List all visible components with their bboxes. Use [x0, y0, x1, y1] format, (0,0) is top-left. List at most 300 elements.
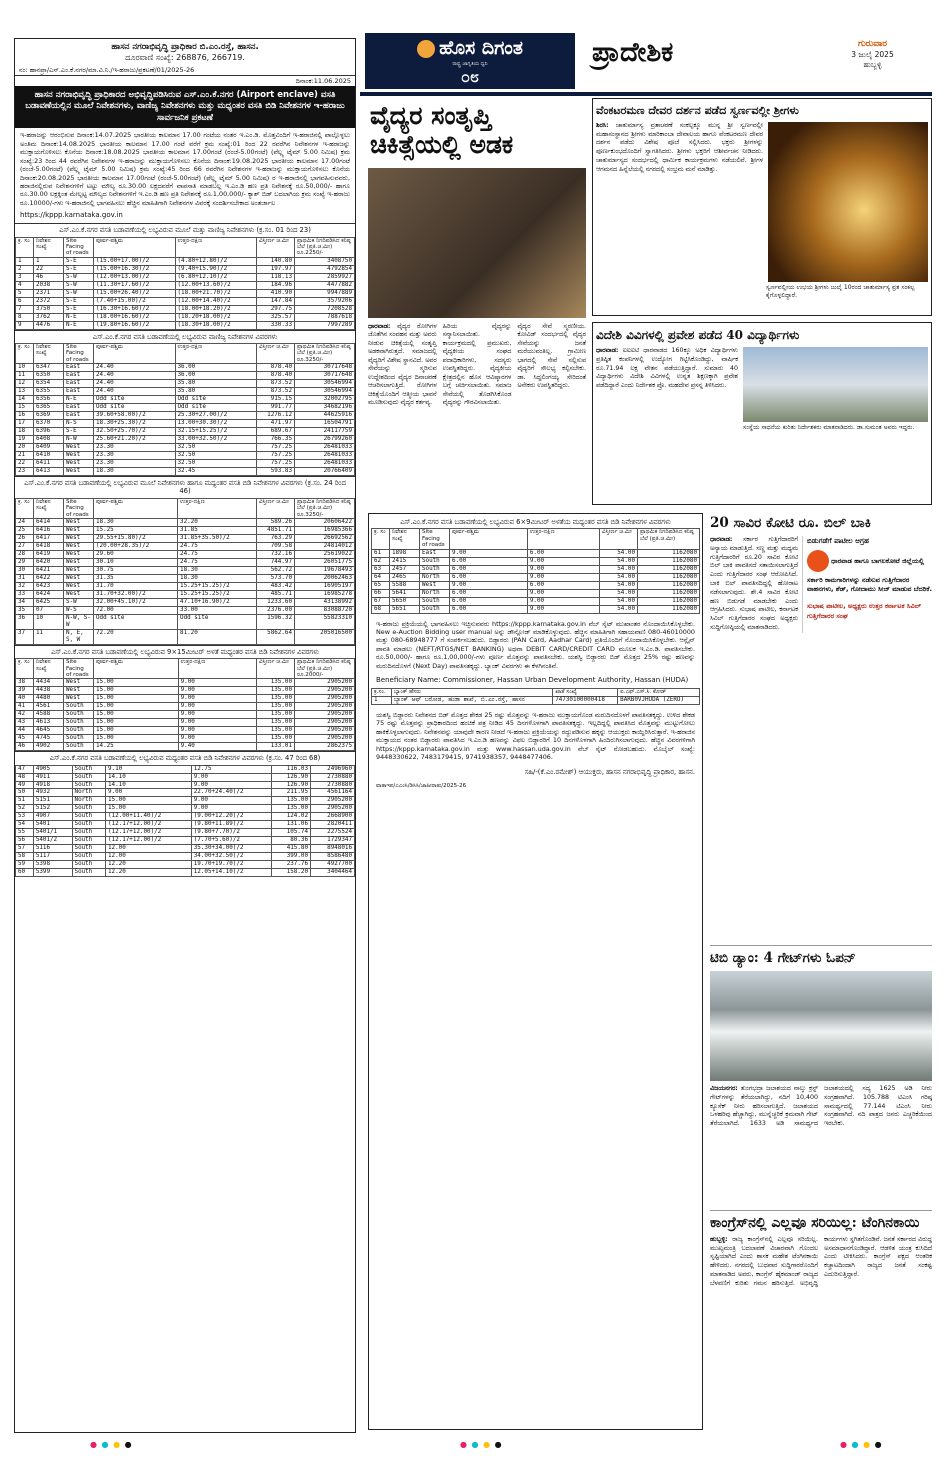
- table-cell: 915.15: [257, 396, 295, 404]
- table-cell: 184.96: [257, 281, 295, 289]
- table-cell: 15.00: [94, 735, 179, 743]
- table-cell: 6356: [34, 396, 64, 404]
- notice-ref: ನಂ: ಹಾನಪ್ರಾ/ಎಸ್.ಎಂ.ಕೆ.ನಗರ/ಮಾ.ವಿ.ನಿ./ಇ-ಹರಾಜು/ಪ್ರಕಟಣೆ/01/2025-26: [19, 65, 195, 74]
- table2-caption: ಎಸ್.ಎಂ.ಕೆ.ನಗರ ವಸತಿ ಬಡಾವಣೆಯಲ್ಲಿ ಲಭ್ಯವಿರುವ ವಾಣಿಜ್ಯ ನಿವೇಶನಗಳ ವಿವರಗಳು: [15, 330, 355, 343]
- story-congress: [710, 1210, 932, 1430]
- table-row: [16, 527, 355, 535]
- table-cell: (18.00+21.70)/2: [175, 289, 257, 297]
- table-cell: 4905: [33, 765, 72, 773]
- table-cell: 135.00: [272, 797, 311, 805]
- table-cell: 4902: [34, 743, 64, 751]
- table-cell: 1233.60: [257, 598, 295, 606]
- table-cell: 55823310: [295, 614, 355, 629]
- table-cell: (9.00+12.20)/2: [191, 813, 272, 821]
- col-sl: ಕ್ರ. ಸಂ: [16, 237, 34, 257]
- table-cell: 5651: [390, 605, 420, 613]
- table-cell: 116.03: [272, 765, 311, 773]
- table-cell: 6.00: [450, 565, 528, 573]
- table-cell: 6409: [34, 444, 64, 452]
- table-cell: 34.00+32.50)/2: [191, 853, 272, 861]
- story-swarnavalli-text: ಚಾತುರ್ಮಾಸ್ಯ ವ್ರತಾಚರಣೆ ಸಂಕಲ್ಪಕ್ಕೂ ಮುನ್ನ ಶ್ರೀ ಸ್ವರ್ಣವಲ್ಲೀ ಮಹಾಸಂಸ್ಥಾನದ ಶ್ರೀಗಳು ಮಾರಿಕಾಂಬಾ ದೇವಾಲಯ ಹಾಗೂ ವೆಂಕಟರಮಣ ದೇವರ ದರ್ಶನ ಪಡೆದು ವಿಶೇಷ ಪೂಜೆ ಸಲ್ಲಿಸಿದರು. ಭಕ್ತರು ಶ್ರೀಗಳನ್ನು ಪೂರ್ಣಕುಂಭದೊಂದಿಗೆ ಸ್ವಾಗತಿಸಿದರು. ಶ್ರೀಗಳು ಭಕ್ತರಿಗೆ ಆಶೀರ್ವಚನ ನೀಡಿದರು. ಚಾತುರ್ಮಾಸ್ಯದ ಸಂದರ್ಭದಲ್ಲಿ ಧಾರ್ಮಿಕ ಕಾರ್ಯಕ್ರಮಗಳು ನಡೆಯಲಿವೆ. ಶ್ರೀಗಳ ಆಗಮನದ ಹಿನ್ನೆಲೆಯಲ್ಲಿ ನಗರದಲ್ಲಿ ಸಂಭ್ರಮ ಮನೆ ಮಾಡಿತ್ತು.: [596, 121, 763, 173]
- table-cell: 47: [16, 765, 34, 773]
- table-cell: 4927700: [311, 861, 355, 869]
- table-cell: 30717648: [295, 372, 355, 380]
- table-cell: 26481033: [295, 451, 355, 459]
- table-cell: 65: [372, 581, 390, 589]
- highlight-head: ಬಿಡುಗಡೆಗೆ ಪಾಟೀಲ ಆಗ್ರಹ: [807, 535, 870, 545]
- table-cell: 766.35: [257, 436, 295, 444]
- table1-body: [16, 257, 355, 329]
- table-row: [16, 614, 355, 629]
- table-cell: 6423: [34, 582, 64, 590]
- table-cell: South: [420, 605, 450, 613]
- table-row: [372, 581, 700, 589]
- table-cell: 3750: [34, 305, 64, 313]
- table-cell: 22: [34, 265, 64, 273]
- table-cell: 6.00: [450, 557, 528, 565]
- notice-ref-row: [15, 65, 355, 76]
- table-cell: 56: [16, 837, 34, 845]
- table-cell: 9.00: [527, 557, 599, 565]
- table-cell: S-W: [64, 598, 94, 606]
- table-cell: 6.00: [450, 589, 528, 597]
- table-cell: 330.33: [257, 321, 295, 329]
- table-cell: West: [64, 519, 94, 527]
- table-row: [16, 265, 355, 273]
- table-row: [16, 551, 355, 559]
- table-row: [16, 687, 355, 695]
- table-cell: 22.70+24.40)/2: [191, 789, 272, 797]
- table-cell: East: [64, 388, 94, 396]
- table-row: [16, 781, 355, 789]
- beneficiary-name: Beneficiary Name: Commissioner, Hassan Urban Development Authority, Hassan (HUDA): [376, 676, 689, 685]
- table-cell: 8586480: [311, 853, 355, 861]
- table-cell: 6: [16, 297, 34, 305]
- table-cell: 147.84: [257, 297, 295, 305]
- table-cell: (18.00+18.20)/2: [175, 305, 257, 313]
- table-cell: 2905200: [295, 703, 355, 711]
- table-row: [16, 679, 355, 687]
- table-cell: 6.00: [527, 549, 599, 557]
- table-cell: 471.97: [257, 420, 295, 428]
- table-cell: 593.83: [257, 467, 295, 475]
- table-row: [16, 566, 355, 574]
- table-cell: 5399: [33, 869, 72, 877]
- table-cell: 16905197: [295, 582, 355, 590]
- table-cell: 158.20: [272, 869, 311, 877]
- table-row: [16, 451, 355, 459]
- table-row: [16, 853, 355, 861]
- table-cell: 18.30+25.30)/2: [94, 420, 176, 428]
- table-cell: 24.40: [94, 372, 176, 380]
- table-cell: 9.00: [178, 735, 256, 743]
- table-cell: 22: [16, 459, 34, 467]
- notice-terms-2: ಯಶಸ್ವಿ ಬಿಡ್ದಾರರು ನಿವೇಶನದ ಬಿಡ್ ಮೊತ್ತದ ಶೇಕಡ 25 ರಷ್ಟು ಮೊತ್ತವನ್ನು ಇ-ಹರಾಜು ಮುಕ್ತಾಯಗೊಂಡ ಮರುದಿನದೊಳಗೆ ಪಾವತಿಸತಕ್ಕದ್ದು. ಉಳಿದ ಶೇಕಡ 75 ರಷ್ಟು ಮೊತ್ತವನ್ನು ಪ್ರಾಧಿಕಾರದಿಂದ ಹಂಚಿಕೆ ಪತ್ರ ನೀಡಿದ 45 ದಿನಗಳೊಳಗಾಗಿ ಪಾವತಿಸತಕ್ಕದ್ದು. ಇಲ್ಲದಿದ್ದಲ್ಲಿ ಪಾವತಿಸಿದ ಮೊತ್ತವನ್ನು ಮುಟ್ಟುಗೋಲು ಹಾಕಿಕೊಳ್ಳಲಾಗುವುದು. ನಿವೇಶನವನ್ನು ಯಾವುದೇ ಕಾರಣ ನೀಡದೆ ಇ-ಹರಾಜು ಪ್ರಕ್ರಿಯೆಯನ್ನು ರದ್ದುಪಡಿಸುವ ಹಕ್ಕನ್ನು ಆಯುಕ್ತರು ಕಾಯ್ದಿರಿಸಿರುತ್ತಾರೆ. ಇ-ಹರಾಜಿನ ಮುಕ್ತಾಯದ ನಂತರ ಬಿಡ್ದಾರರು ಪಾವತಿಸಿದ ಇ.ಎಂ.ಡಿ ಹಣವನ್ನು ವಿಫಲ ಬಿಡ್ದಾರರಿಗೆ 10 ದಿನಗಳೊಳಗಾಗಿ ಹಿಂದಿರುಗಿಸಲಾಗುವುದು. ಹೆಚ್ಚಿನ ವಿವರಗಳಿಗಾಗಿ https://kppp.karnataka.gov.in ಮತ್ತು www.hassan.uda.gov.in ವೆಬ್ ಸೈಟ್ ನೋಡಬಹುದು. ಮೊಬೈಲ್ ಸಂಖ್ಯೆ: 9448330622, 7483179415, 9741938357, 9448477406.: [376, 710, 695, 762]
- table-cell: 17: [16, 420, 34, 428]
- table-cell: 9.00: [178, 727, 256, 735]
- table-cell: S-E: [64, 257, 94, 265]
- table-cell: 415.80: [272, 845, 311, 853]
- table1-caption: ಎಸ್.ಎಂ.ಕೆ.ನಗರ ವಸತಿ ಬಡಾವಣೆಯಲ್ಲಿ ಲಭ್ಯವಿರುವ ಮೂಲೆ ಮತ್ತು ವಾಣಿಜ್ಯ ನಿವೇಶನಗಳು (ಕ್ರ.ಸಂ. 01 ರಿಂದ 23): [15, 223, 355, 236]
- table-cell: 15.00: [94, 695, 179, 703]
- table-cell: 10: [16, 364, 34, 372]
- notice-code: ವಾತಾಇಪ/ಎಎಂಸಿ/ಡಿಸಿಸಿ/ಜಾಹೀರಾತು/2025-26: [376, 782, 467, 789]
- table-cell: 23: [16, 467, 34, 475]
- story-bill-dues-dateline: ಧಾರವಾಡ:: [710, 535, 733, 543]
- table-cell: 15.00: [94, 687, 179, 695]
- table-cell: West: [64, 527, 94, 535]
- table-cell: 589.26: [257, 519, 295, 527]
- table-cell: 4613: [34, 719, 64, 727]
- table-cell: 15.00: [94, 727, 179, 735]
- table-cell: 54.00: [600, 581, 638, 589]
- location-pin-icon: [807, 550, 829, 572]
- col-price-label: ಪ್ರಾಥಮಿಕ ನಿಗದಿಪಡಿಸಿದ ಕನಿಷ್ಠ ಬೆಲೆ (ಪ್ರತಿ.ಚ.ಮೀ): [297, 344, 351, 357]
- table-cell: 757.25: [257, 451, 295, 459]
- table-row: [16, 629, 355, 644]
- table-row: [16, 845, 355, 853]
- table-cell: 13: [16, 388, 34, 396]
- table-cell: (16.30+16.60)/2: [94, 305, 176, 313]
- table-cell: 9: [16, 321, 34, 329]
- bank-header-row: [372, 689, 700, 696]
- table-cell: 991.77: [257, 404, 295, 412]
- table-cell: 9.00: [191, 773, 272, 781]
- table-cell: 68: [372, 605, 390, 613]
- table-cell: 44: [16, 727, 34, 735]
- story-iiit-caption: ಸಂಸ್ಥೆಯ ಸಾಧನೆಯ ಕುರಿತು ನಿರ್ದೇಶಕರು ಮಾತನಾಡಿದರು. ಡಾ.ಸುಮಂತ ಅವರು ಇದ್ದರು.: [743, 424, 915, 431]
- table-cell: 18.30: [178, 566, 257, 574]
- table-cell: 140.80: [257, 257, 295, 265]
- story-doctors-col3: [517, 323, 586, 408]
- table-cell: 573.70: [257, 574, 295, 582]
- table-cell: South: [72, 773, 105, 781]
- table-cell: (18.30+18.00)/2: [175, 321, 257, 329]
- table-row: [16, 765, 355, 773]
- table-cell: 19678493: [295, 566, 355, 574]
- table-cell: 135.00: [257, 735, 295, 743]
- table-cell: N, E, S, W: [64, 629, 94, 644]
- table-cell: 24: [16, 519, 34, 527]
- table-cell: 5398: [33, 861, 72, 869]
- table-cell: (11.30+17.60)/2: [94, 281, 176, 289]
- table-row: [16, 606, 355, 614]
- table-cell: 9.00: [450, 581, 528, 589]
- col-no: ನಿವೇಶನ ಸಂಖ್ಯೆ: [34, 498, 64, 518]
- table-cell: S-W: [64, 289, 94, 297]
- table-cell: (18.20+18.00)/2: [175, 313, 257, 321]
- table-cell: 32: [16, 582, 34, 590]
- table6-body: [372, 549, 700, 613]
- col-ew: ಪೂರ್ವ-ಪಶ್ಚಿಮ: [94, 659, 179, 679]
- table-cell: 9.00: [527, 605, 599, 613]
- table-cell: 6.00: [527, 581, 599, 589]
- table-cell: S-E: [64, 428, 94, 436]
- table-row: [16, 695, 355, 703]
- col-no: ನಿವೇಶನ ಸಂಖ್ಯೆ: [34, 237, 64, 257]
- table-cell: 5588: [390, 581, 420, 589]
- table-cell: 58: [16, 853, 34, 861]
- rate-1: ರೂ.2250/-: [297, 250, 324, 257]
- table-row: [16, 519, 355, 527]
- table-cell: 12.00: [106, 845, 192, 853]
- table-row: [16, 711, 355, 719]
- table-cell: 9.40: [178, 743, 256, 751]
- table-cell: West: [64, 582, 94, 590]
- table-cell: (12.17+12.00)/2: [106, 837, 192, 845]
- table-cell: 297.75: [257, 305, 295, 313]
- story-iiit-body: [596, 347, 738, 432]
- story-swarnavalli-caption: ಸ್ವರ್ಣವಲ್ಲೀಯ ಉಭಯ ಶ್ರೀಗಳು ಜುಲೈ 10ರಂದ ಚಾತುರ್ಮಾಸ್ಯ ವ್ರತ ಸಂಕಲ್ಪ ಕೈಗೊಳ್ಳಲಿದ್ದಾರೆ.: [766, 283, 915, 299]
- table-cell: West: [64, 535, 94, 543]
- col-ew: ಪೂರ್ವ-ಪಶ್ಚಿಮ: [94, 237, 176, 257]
- highlight-line1-row: [807, 550, 932, 572]
- section-title: ಪ್ರಾದೇಶಿಕ: [592, 37, 674, 68]
- table-cell: 21: [16, 451, 34, 459]
- table-cell: W-S: [64, 606, 94, 614]
- table-row: [16, 805, 355, 813]
- table-row: [16, 558, 355, 566]
- table-cell: 19.70+19.70)/2: [191, 861, 272, 869]
- story-bill-dues-text: ಸರ್ಕಾರ ಗುತ್ತಿಗೆದಾರರಿಗೆ ಅನ್ಯಾಯ ಮಾಡುತ್ತಿದೆ. ಸಣ್ಣ ಮತ್ತು ಮಧ್ಯಮ ಗುತ್ತಿಗೆದಾರರಿಗೆ ರೂ.20 ಸಾವಿರ ಕೋಟಿ ಬಿಲ್ ಬಾಕಿ ಪಾವತಿಸದೆ ಸತಾಯಿಸಲಾಗುತ್ತಿದೆ ಎಂದು ಗುತ್ತಿಗೆದಾರರ ಸಂಘ ಆರೋಪಿಸಿದೆ. ಬಾಕಿ ಬಿಲ್ ಪಾವತಿಸದಿದ್ದಲ್ಲಿ ಹೋರಾಟ ನಡೆಸಲಾಗುವುದು. ಶೇ.4 ಸಾವಿರ ಕೋಟಿ ಹಣ ಬಿಡುಗಡೆ ಮಾಡಬೇಕು ಎಂದು ಆಗ್ರಹಿಸಿದರು. ಸುಭಾಷ ಪಾಟೀಲ, ಕರ್ನಾಟಕ ಸಿವಿಲ್ ಗುತ್ತಿಗೆದಾರರ ಸಂಘದ ಅಧ್ಯಕ್ಷರು ಸುದ್ದಿಗೋಷ್ಠಿಯಲ್ಲಿ ಮಾತನಾಡಿದರು.: [710, 535, 798, 631]
- table-cell: 30.75: [94, 566, 178, 574]
- table-cell: 9.00: [191, 805, 272, 813]
- table-cell: 878.40: [257, 372, 295, 380]
- table-row: [16, 719, 355, 727]
- table-cell: West: [64, 566, 94, 574]
- table-cell: 18: [16, 428, 34, 436]
- table-cell: 48: [16, 773, 34, 781]
- table-cell: 1: [34, 257, 64, 265]
- table-cell: 24.75: [178, 543, 257, 551]
- table-cell: 67: [372, 597, 390, 605]
- table-row: [16, 467, 355, 475]
- story-iiit-headline: ವಿದೇಶಿ ವಿವಿಗಳಲ್ಲಿ ಪ್ರವೇಶ ಪಡೆದ 40 ವಿದ್ಯಾರ್ಥಿಗಳು: [596, 328, 800, 342]
- table-cell: 6355: [34, 388, 64, 396]
- table-cell: 4588: [34, 711, 64, 719]
- table-row: [16, 257, 355, 265]
- table-cell: 6350: [34, 372, 64, 380]
- table-cell: South: [64, 735, 94, 743]
- col-price: ಪ್ರಾಥಮಿಕ ನಿಗದಿಪಡಿಸಿದ ಕನಿಷ್ಠ ಬೆಲೆ (ಪ್ರತಿ.ಚ.ಮೀ): [638, 529, 700, 549]
- table-cell: 4477882: [295, 281, 355, 289]
- table-cell: 15.00: [94, 703, 179, 711]
- table-cell: East: [64, 404, 94, 412]
- table-cell: 2862375: [295, 743, 355, 751]
- table-cell: S-W: [64, 281, 94, 289]
- table-cell: 44625916: [295, 412, 355, 420]
- table-cell: 689.67: [257, 428, 295, 436]
- table6-caption: ಎಸ್.ಎಂ.ಕೆ.ನಗರ ವಸತಿ ಬಡಾವಣೆಯಲ್ಲಿ ಲಭ್ಯವಿರುವ 6×9ಮೀಟರ್ ಅಳತೆಯ ಮಧ್ಯಂತರ ವಸತಿ ಬಿಡಿ ನಿವೇಶನಗಳ ವಿವರಗಳು: [400, 518, 671, 526]
- story-swarnavalli: [592, 98, 932, 316]
- table-cell: 66: [372, 589, 390, 597]
- table-cell: 135.00: [257, 679, 295, 687]
- table-row: [16, 861, 355, 869]
- table-cell: 562.72: [257, 566, 295, 574]
- table-row: [16, 574, 355, 582]
- bank-cell: ಬ್ಯಾಂಕ್ ಆಫ್ ಬರೋಡ, ಹುಡಾ ಶಾಖೆ, ಬಿ.ಎಂ.ರಸ್ತೆ, ಹಾಸನ: [391, 696, 552, 704]
- table-cell: N-E: [64, 321, 94, 329]
- table-cell: 32.15+15.25)/2: [175, 428, 257, 436]
- table-cell: 62: [372, 557, 390, 565]
- highlight-line2: ಸರ್ಕಾರಿ ಕಾಮಗಾರಿಗಳನ್ನು ನಡೆಸುವ ಗುತ್ತಿಗೆದಾರರ ವಾಹನಗಳು, ಶೆಡ್, ಗೋದಾಮು ಸೀಜ್ ಮಾಡುವ ಬೆದರಿಕೆ.: [807, 575, 932, 594]
- table-cell: 2668900: [311, 813, 355, 821]
- table-cell: 757.25: [257, 444, 295, 452]
- table-cell: East: [64, 380, 94, 388]
- table-cell: S-E: [64, 265, 94, 273]
- highlight-line3: ಸುಭಾಷ ಪಾಟೀಲ, ಅಧ್ಯಕ್ಷರು ಉತ್ತರ ಕರ್ನಾಟಕ ಸಿವಿಲ್ ಗುತ್ತಿಗೆದಾರರ ಸಂಘ: [807, 602, 922, 620]
- table-cell: (12.17+12.00)/2: [106, 821, 192, 829]
- table-cell: East: [64, 364, 94, 372]
- table-cell: 07: [34, 606, 64, 614]
- story-tb-dam-text: ತುಂಗಭದ್ರಾ ಜಲಾಶಯದ ನಾಲ್ಕು ಕ್ರಸ್ಟ್ ಗೇಟ್‌ಗಳನ್ನು ತೆರೆಯಲಾಗಿದ್ದು, ನದಿಗೆ 10,400 ಕ್ಯೂಸೆಕ್ ನೀರು ಹರಿಸಲಾಗುತ್ತಿದೆ. ಜಲಾಶಯದ ಒಳಹರಿವು ಹೆಚ್ಚಾಗಿದ್ದು, ಮುನ್ನೆಚ್ಚರಿಕೆ ಕ್ರಮವಾಗಿ ಗೇಟ್ ತೆರೆಯಲಾಗಿದೆ. 1633 ಅಡಿ ಸಾಮರ್ಥ್ಯದ ಜಲಾಶಯದಲ್ಲಿ ಸದ್ಯ 1625 ಅಡಿ ನೀರು ಸಂಗ್ರಹವಾಗಿದೆ. 105.788 ಟಿಎಂಸಿ ಗರಿಷ್ಠ ಸಾಮರ್ಥ್ಯದಲ್ಲಿ 77.144 ಟಿಎಂಸಿ ನೀರು ಸಂಗ್ರಹವಾಗಿದೆ. ನದಿ ಪಾತ್ರದ ಜನರು ಎಚ್ಚರಿಕೆಯಿಂದ ಇರಬೇಕು.: [710, 1084, 932, 1128]
- bank-cell: BARB0VJHUDA (ZERO): [618, 696, 700, 704]
- table-cell: South: [72, 829, 105, 837]
- col-area: ವಿಸ್ತೀರ್ಣ ಚ.ಮೀ: [257, 498, 295, 518]
- table-cell: 878.40: [257, 364, 295, 372]
- table-cell: 35.80: [175, 380, 257, 388]
- table-cell: 135.00: [257, 703, 295, 711]
- table-row: [16, 388, 355, 396]
- story-swarnavalli-row: [596, 122, 928, 282]
- table-cell: 6424: [34, 590, 64, 598]
- plot-table-4: [15, 658, 355, 751]
- table-cell: 124.02: [272, 813, 311, 821]
- table-cell: 39: [16, 687, 34, 695]
- table-cell: 2415: [390, 557, 420, 565]
- table-cell: 12.20: [106, 861, 192, 869]
- table-row: [16, 420, 355, 428]
- table-cell: 35.80: [175, 388, 257, 396]
- table-row: [16, 396, 355, 404]
- table-cell: 6347: [34, 364, 64, 372]
- table-cell: 18.30: [94, 467, 176, 475]
- table-cell: 6410: [34, 451, 64, 459]
- table-cell: 33.00+32.50)/2: [175, 436, 257, 444]
- col-face: Site Facing of roads: [420, 529, 450, 549]
- table-cell: 1162080: [638, 557, 700, 565]
- table-cell: 2371: [34, 289, 64, 297]
- table-cell: 24.40: [94, 364, 176, 372]
- table-cell: (7.40+15.00)/2: [94, 297, 176, 305]
- table-cell: 1162080: [638, 597, 700, 605]
- table-cell: West: [64, 467, 94, 475]
- table-cell: 2905200: [295, 695, 355, 703]
- table-cell: S-W: [64, 273, 94, 281]
- table-cell: 15.00: [106, 805, 192, 813]
- table-row: [16, 404, 355, 412]
- story-iiit-row: [596, 347, 928, 432]
- table-cell: 1276.12: [257, 412, 295, 420]
- table-cell: 4745: [34, 735, 64, 743]
- story-doctors-dateline: ಧಾರವಾಡ:: [368, 322, 391, 330]
- table-cell: 24.75: [178, 551, 257, 559]
- table-cell: 4792854: [295, 265, 355, 273]
- story-swarnavalli-body: [596, 122, 763, 282]
- table-cell: 16985366: [295, 527, 355, 535]
- table-cell: N-S: [64, 420, 94, 428]
- table-cell: 33.00: [178, 606, 257, 614]
- table-cell: 9.10: [106, 765, 192, 773]
- table-cell: 6408: [34, 436, 64, 444]
- table-row: [16, 703, 355, 711]
- table-cell: 36.00: [175, 364, 257, 372]
- table-cell: 126.90: [272, 773, 311, 781]
- table-cell: 15.00: [94, 719, 179, 727]
- table-cell: 36.00: [175, 372, 257, 380]
- table-cell: 4480: [34, 695, 64, 703]
- table-cell: South: [420, 565, 450, 573]
- table-cell: 118.13: [257, 273, 295, 281]
- table-row: [16, 364, 355, 372]
- table-cell: 732.16: [257, 551, 295, 559]
- table-cell: 2905200: [295, 719, 355, 727]
- table-cell: (15.00+16.30)/2: [94, 265, 176, 273]
- table-cell: 126.90: [272, 781, 311, 789]
- table-cell: 7: [16, 305, 34, 313]
- table-cell: 6419: [34, 551, 64, 559]
- notice-office: ಹಾಸನ ನಗರಾಭಿವೃದ್ಧಿ ಪ್ರಾಧಿಕಾರ ಬಿ.ಎಂ.ರಸ್ತೆ, ಹಾಸನ.: [111, 42, 259, 52]
- table-cell: 26799260: [295, 436, 355, 444]
- table-cell: East: [64, 372, 94, 380]
- table-cell: West: [64, 459, 94, 467]
- notice-terms: ಇ-ಹರಾಜು ಪ್ರಕ್ರಿಯೆಯಲ್ಲಿ ಭಾಗವಹಿಸಲು ಇಚ್ಛಿಸುವವರು https://kppp.karnataka.gov.in ವೆಬ್ ಸೈಟ್ ಮುಖಾಂತರ ನೊಂದಾಯಿಸಿಕೊಳ್ಳಬೇಕು. New e-Auction Bidding user manual ಅನ್ನು ಡೌನ್ಲೋಡ್ ಮಾಡಿಕೊಳ್ಳುವುದು. ಹೆಚ್ಚಿನ ಮಾಹಿತಿಗಾಗಿ ಸಹಾಯವಾಣಿ 080-46010000 ಮತ್ತು 080-68948777 ಗೆ ಸಂಪರ್ಕಿಸಬಹುದು. ಬಿಡ್ದಾರರು (PAN Card, Aadhar Card) ಪ್ರತಿಯೊಂದಿಗೆ ನೊಂದಾಯಿಸಿಕೊಳ್ಳಬೇಕು. ಆನ್ಲೈನ್ ಪಾವತಿ ಮಾಡಲು (NEFT/RTGS/NET BANKING) ಅಥವಾ DEBIT CARD/CREDIT CARD ಮೂಲಕ ಇ.ಎಂ.ಡಿ. ಪಾವತಿಸಬೇಕು. ರೂ.50,000/- ಹಾಗೂ ರೂ.1,00,000/-ಗಳು ಪೂರ್ಣ ಮೊತ್ತವನ್ನು ಪಾವತಿಸಬೇಕು. ಯಶಸ್ವಿ ಬಿಡ್ದಾರರು ಬಿಡ್ ಮೊತ್ತದ 25% ರಷ್ಟು ಹಣವನ್ನು ಮರುದಿನದೊಳಗೆ (Next Day) ಪಾವತಿಸತಕ್ಕದ್ದು. ಬ್ಯಾಂಕ್ ವಿವರಗಳು ಈ ಕೆಳಗಿನಂತಿವೆ.: [376, 619, 695, 670]
- registration-marks-right: ● ● ● ●: [840, 1440, 883, 1449]
- table-cell: 5401/1: [33, 829, 72, 837]
- story-iiit: [592, 322, 932, 505]
- table-cell: 3404464: [311, 869, 355, 877]
- col-price: [295, 344, 355, 364]
- table-cell: East: [64, 412, 94, 420]
- table-cell: 6421: [34, 566, 64, 574]
- table-cell: 64: [372, 573, 390, 581]
- table-cell: 26: [16, 535, 34, 543]
- table-row: [16, 543, 355, 551]
- table-cell: 2465: [390, 573, 420, 581]
- table-cell: 12.20: [106, 869, 192, 877]
- table-cell: 9.00: [527, 573, 599, 581]
- table-cell: 31.70: [94, 582, 178, 590]
- notice-date: ದಿನಾಂಕ:11.06.2025: [295, 76, 351, 85]
- table-cell: 5641: [390, 589, 420, 597]
- table-cell: 11: [34, 629, 64, 644]
- table-cell: 6425: [34, 598, 64, 606]
- table-cell: 1162080: [638, 565, 700, 573]
- story-doctors-col1: [368, 323, 437, 408]
- table-cell: West: [64, 695, 94, 703]
- table-cell: West: [64, 558, 94, 566]
- table-cell: Odd site: [175, 404, 257, 412]
- table-cell: South: [72, 853, 105, 861]
- table-cell: 29.55+15.80)/2: [94, 535, 178, 543]
- col-ns: ಉತ್ತರ-ದಕ್ಷಿಣ: [178, 659, 256, 679]
- col-area: ವಿಸ್ತೀರ್ಣ ಚ.ಮೀ: [257, 344, 295, 364]
- table-cell: 133.01: [257, 743, 295, 751]
- table-cell: 197.97: [257, 265, 295, 273]
- table-cell: West: [64, 590, 94, 598]
- table-row: [16, 582, 355, 590]
- col-ns: ಉತ್ತರ-ದಕ್ಷಿಣ: [175, 344, 257, 364]
- table-cell: 18.30: [94, 519, 178, 527]
- table-row: [16, 289, 355, 297]
- table-cell: 60: [16, 869, 34, 877]
- table-cell: 63: [372, 565, 390, 573]
- col-no: ನಿವೇಶನ ಸಂಖ್ಯೆ: [34, 659, 64, 679]
- table-cell: 34682196: [295, 404, 355, 412]
- story-iiit-dateline: ಧಾರವಾಡ:: [596, 347, 619, 354]
- col-sl: ಕ್ರ. ಸಂ: [16, 659, 34, 679]
- table-cell: (12.17+12.00)/2: [106, 829, 192, 837]
